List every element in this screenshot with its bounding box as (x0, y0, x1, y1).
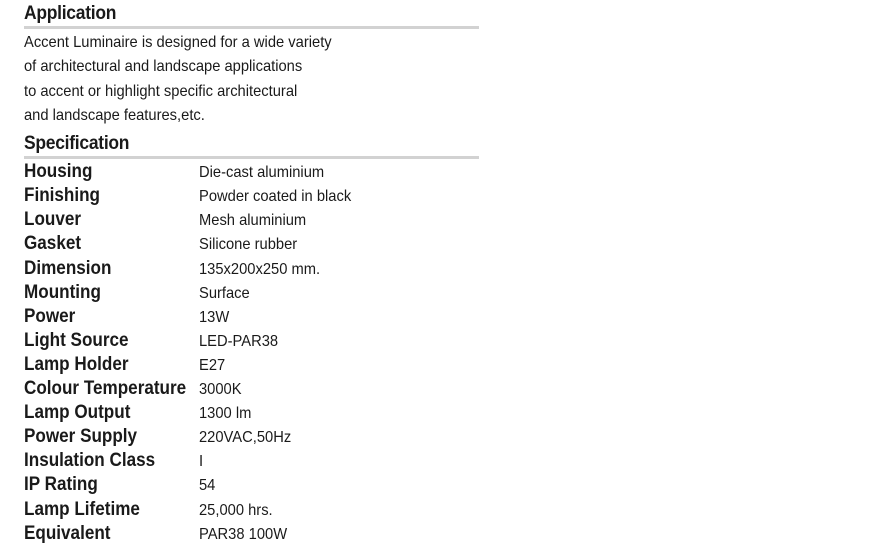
spec-label: Gasket (24, 233, 82, 255)
spec-label: Finishing (24, 185, 100, 207)
spec-row-power-supply (24, 425, 479, 449)
spec-label: Power Supply (24, 426, 138, 448)
spec-row-mounting (24, 281, 479, 305)
specification-table (24, 160, 479, 546)
spec-row-finishing (24, 184, 479, 208)
spec-label: Lamp Output (24, 402, 131, 424)
spec-label: Housing (24, 161, 93, 183)
spec-value: E27 (199, 356, 226, 374)
spec-value: Mesh aluminium (199, 212, 307, 230)
spec-value: Surface (199, 284, 250, 302)
spec-label: Mounting (24, 281, 101, 303)
specification-divider (24, 156, 479, 159)
spec-label: Louver (24, 209, 82, 231)
spec-row-colour-temperature (24, 377, 479, 401)
spec-label: Light Source (24, 329, 129, 351)
spec-row-ip-rating (24, 473, 479, 497)
spec-row-equivalent (24, 522, 479, 546)
spec-row-lamp-holder (24, 353, 479, 377)
spec-label: Colour Temperature (24, 378, 187, 400)
spec-value: 25,000 hrs. (199, 501, 273, 519)
spec-value: LED-PAR38 (199, 332, 279, 350)
spec-value: 3000K (199, 381, 242, 399)
application-line: of architectural and landscape applications (24, 58, 303, 76)
specification-heading: Specification (24, 133, 130, 155)
spec-row-gasket (24, 232, 479, 256)
spec-value: I (199, 453, 204, 471)
spec-label: Lamp Lifetime (24, 498, 140, 520)
spec-label: Insulation Class (24, 450, 156, 472)
application-line: to accent or highlight specific architectural (24, 82, 298, 100)
spec-value: 54 (199, 477, 216, 495)
spec-value: 13W (199, 308, 230, 326)
spec-value: 1300 lm (199, 405, 252, 423)
spec-value: Die-cast aluminium (199, 164, 325, 182)
spec-label: Equivalent (24, 522, 111, 544)
spec-row-power (24, 305, 479, 329)
application-line: Accent Luminaire is designed for a wide variety (24, 34, 332, 51)
spec-row-insulation-class (24, 449, 479, 473)
spec-label: Power (24, 305, 76, 327)
spec-label: Lamp Holder (24, 353, 129, 375)
spec-label: IP Rating (24, 474, 98, 496)
spec-label: Dimension (24, 257, 112, 279)
spec-value: Silicone rubber (199, 236, 298, 254)
spec-row-louver (24, 208, 479, 232)
application-line: and landscape features,etc. (24, 106, 205, 124)
spec-row-lamp-output (24, 401, 479, 425)
application-description (24, 31, 443, 128)
spec-row-light-source (24, 329, 479, 353)
spec-value: 135x200x250 mm. (199, 260, 321, 278)
application-heading: Application (24, 3, 117, 24)
spec-value: PAR38 100W (199, 525, 288, 543)
spec-row-housing (24, 160, 479, 184)
spec-row-lamp-lifetime (24, 498, 479, 522)
spec-value: 220VAC,50Hz (199, 429, 292, 447)
spec-sheet (24, 0, 479, 546)
application-divider (24, 26, 479, 29)
spec-value: Powder coated in black (199, 188, 352, 206)
spec-row-dimension (24, 257, 479, 281)
